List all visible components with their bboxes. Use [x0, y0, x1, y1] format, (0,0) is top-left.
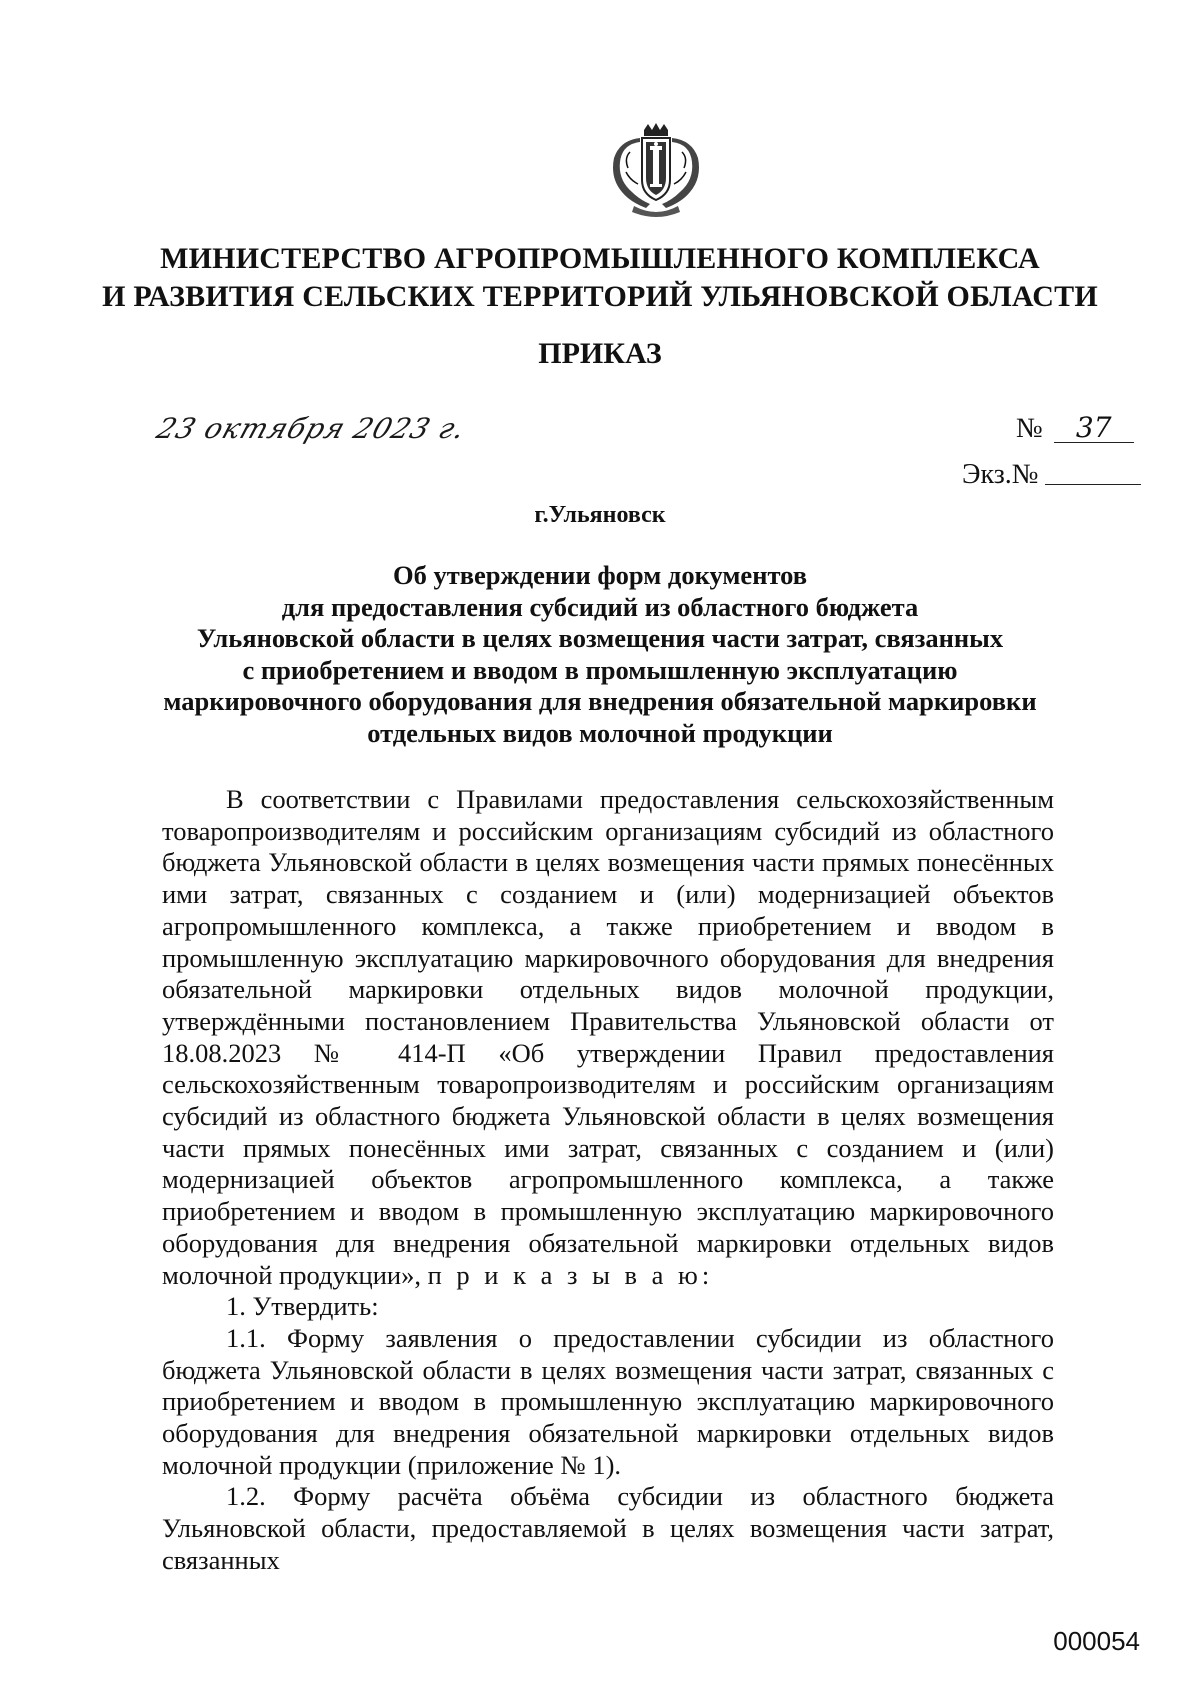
- ekz-label: Экз.№: [962, 459, 1039, 490]
- doc-type-title: ПРИКАЗ: [538, 337, 662, 370]
- item-1-2: 1.2. Форму расчёта объёма субсидии из областного бюджета Ульяновской области, предоставляемой в целях возмещения части затрат, связанных: [162, 1481, 1054, 1575]
- subject-line-5: маркировочного оборудования для внедрения обязательной маркировки: [163, 686, 1037, 716]
- prikazyvayu-text: п р и к а з ы в а ю:: [427, 1259, 714, 1290]
- number-label: №: [1016, 413, 1043, 444]
- order-body: [162, 784, 1054, 1577]
- ministry-line-1: МИНИСТЕРСТВО АГРОПРОМЫШЛЕННОГО КОМПЛЕКСА: [160, 242, 1040, 275]
- ministry-name: [80, 240, 1120, 316]
- subject-line-1: Об утверждении форм документов: [392, 560, 808, 590]
- subject-line-3: Ульяновской области в целях возмещения части затрат, связанных: [196, 623, 1004, 653]
- item-1-1: 1.1. Форму заявления о предоставлении субсидии из областного бюджета Ульяновской области в целях возмещения части затрат, связанных с приобретением и вводом в промышленную эксплуатацию маркировочного оборудования для внедрения обязательной маркировки отдельных видов молочной продукции (приложение № 1).: [162, 1322, 1054, 1480]
- page-number: 000054: [1053, 1626, 1140, 1656]
- ekz-value: [1045, 458, 1141, 485]
- order-number: [1016, 412, 1134, 446]
- copy-number: [962, 458, 1141, 492]
- handwritten-date: 23 октября 2023 г.: [152, 412, 471, 445]
- ulyanovsk-coat-of-arms-icon: [600, 122, 712, 222]
- number-value: 37: [1054, 414, 1134, 443]
- subject-line-4: с приобретением и вводом в промышленную эксплуатацию: [242, 654, 958, 685]
- subject-line-6: отдельных видов молочной продукции: [367, 717, 833, 748]
- subject-line-2: для предоставления субсидий из областного бюджета: [281, 591, 919, 622]
- preamble-text: В соответствии с Правилами предоставления сельскохозяйственным товаропроизводителям и российским организациям субсидий из областного бюджета Ульяновской области в целях возмещения части прямых понесённых ими затрат, связанных с созданием и (или) модернизацией объектов агропромышленного комплекса, а также приобретением и вводом в промышленную эксплуатацию маркировочного оборудования для внедрения обязательной маркировки отдельных видов молочной продукции, утверждёнными постановлением Правительства Ульяновской области от 18.08.2023 № 414-П «Об утверждении Правил предоставления сельскохозяйственным товаропроизводителям и российским организациям субсидий из областного бюджета Ульяновской области в целях возмещения части прямых понесённых ими затрат, связанных с созданием и (или) модернизацией объектов агропромышленного комплекса, а также приобретением и вводом в промышленную эксплуатацию маркировочного оборудования для внедрения обязательной маркировки отдельных видов молочной продукции»,: [162, 784, 1054, 1290]
- ministry-line-2: И РАЗВИТИЯ СЕЛЬСКИХ ТЕРРИТОРИЙ УЛЬЯНОВСКОЙ ОБЛАСТИ: [102, 280, 1098, 313]
- city: г.Ульяновск: [534, 502, 666, 528]
- order-subject: [120, 560, 1080, 749]
- item-1: 1. Утвердить:: [226, 1291, 379, 1322]
- preamble-paragraph: [162, 784, 1054, 1291]
